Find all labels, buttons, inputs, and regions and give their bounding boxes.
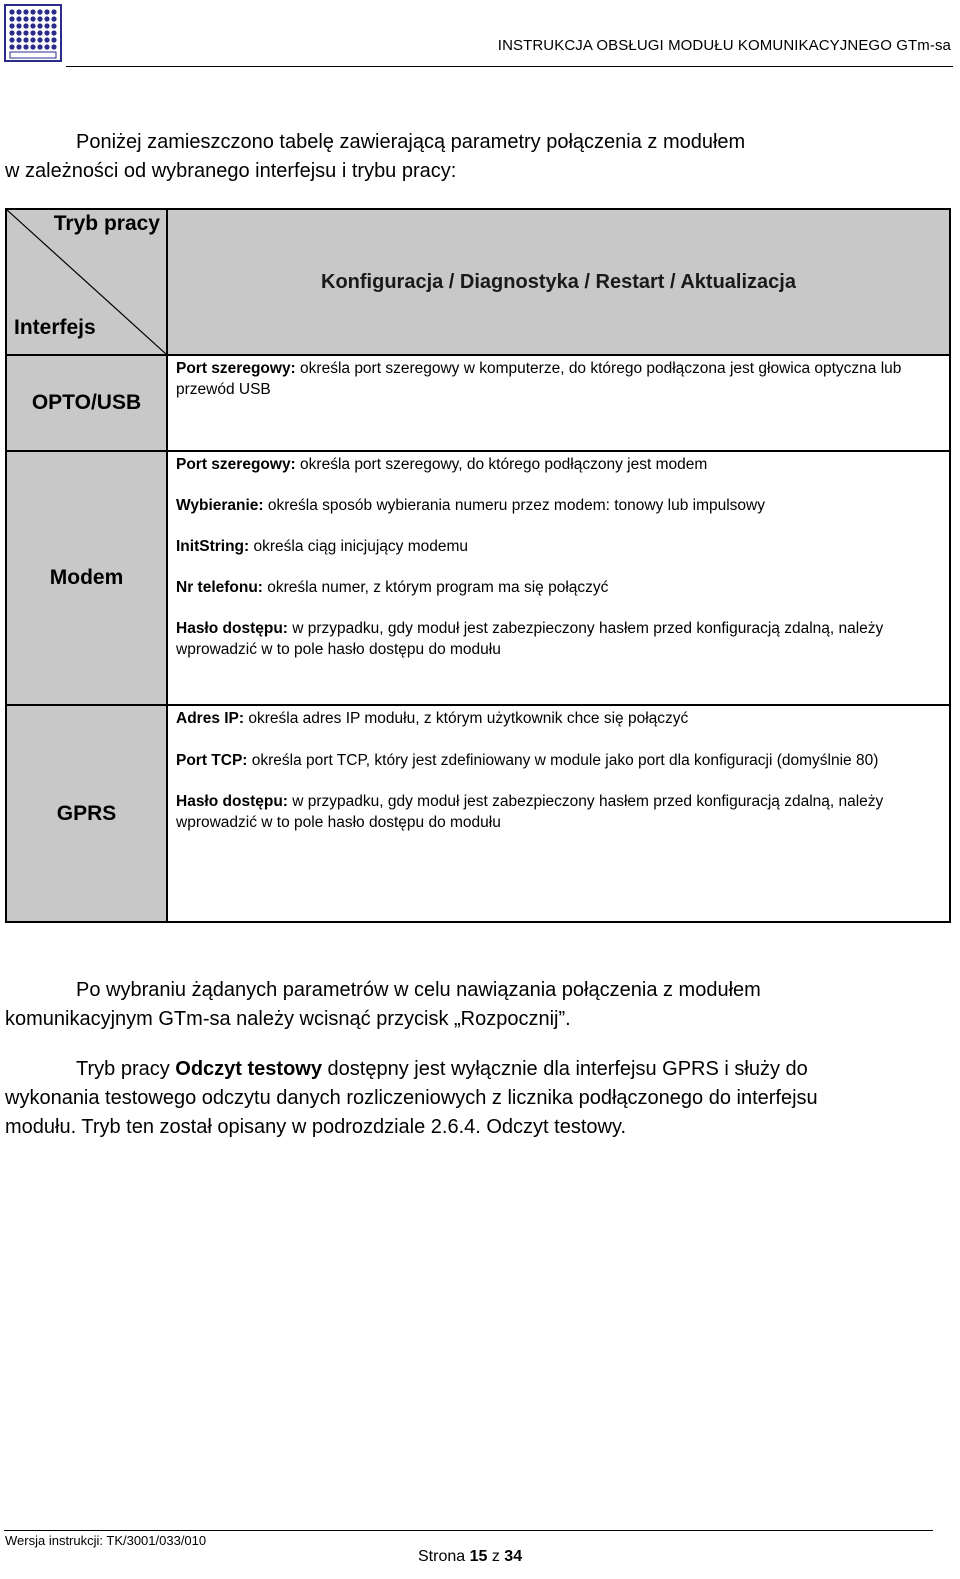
- param-text: w przypadku, gdy moduł jest zabezpieczony hasłem przed konfiguracją zdalną, należy wprowadzić w to pole hasło dostępu do modułu: [176, 620, 884, 658]
- mode-header-cell: [167, 209, 950, 355]
- param-label: Wybieranie:: [176, 497, 264, 514]
- logo-dot: [23, 23, 28, 28]
- param-label: Adres IP:: [176, 710, 245, 727]
- intro-line-2: w zależności od wybranego interfejsu i trybu pracy:: [5, 160, 457, 182]
- param-item: [176, 577, 939, 598]
- logo-dot: [51, 37, 56, 42]
- logo-dot: [23, 37, 28, 42]
- logo-dot: [30, 16, 35, 21]
- logo-dot: [30, 30, 35, 35]
- test-read-pre: Tryb pracy: [76, 1058, 176, 1080]
- param-text: określa numer, z którym program ma się połączyć: [262, 579, 609, 596]
- instruction-line-2: komunikacyjnym GTm-sa należy wcisnąć przycisk „Rozpocznij”.: [5, 1008, 571, 1030]
- logo-dot: [44, 9, 49, 14]
- description-cell-gprs: [167, 705, 950, 922]
- logo-dot: [16, 30, 21, 35]
- logo-dot: [37, 37, 42, 42]
- header-divider: [66, 66, 953, 67]
- param-text: określa sposób wybierania numeru przez modem: tonowy lub impulsowy: [263, 497, 765, 514]
- test-read-paragraph: [5, 1055, 950, 1142]
- logo-dot: [44, 23, 49, 28]
- page-of-word: z: [491, 1548, 500, 1565]
- logo-dot: [44, 30, 49, 35]
- table-row-opto-usb: [6, 355, 950, 451]
- param-label: Hasło dostępu:: [176, 793, 288, 810]
- logo-dot: [9, 30, 14, 35]
- test-read-line-3: modułu. Tryb ten został opisany w podrozdziale 2.6.4. Odczyt testowy.: [5, 1116, 627, 1138]
- interface-cell-modem: Modem: [6, 451, 167, 705]
- logo-dot: [9, 44, 14, 49]
- param-text: w przypadku, gdy moduł jest zabezpieczony hasłem przed konfiguracją zdalną, należy wprowadzić w to pole hasło dostępu do modułu: [176, 793, 884, 831]
- table-header-row: [6, 209, 950, 355]
- param-item: [176, 495, 939, 516]
- logo-dot: [9, 9, 14, 14]
- param-text: określa port TCP, który jest zdefiniowany w module jako port dla konfiguracji (domyślnie 80): [247, 752, 879, 769]
- footer-page-number: [418, 1548, 522, 1566]
- instruction-line-1: Po wybraniu żądanych parametrów w celu nawiązania połączenia z modułem: [76, 979, 761, 1001]
- mode-header-label: Konfiguracja / Diagnostyka / Restart / Aktualizacja: [321, 270, 796, 293]
- test-read-mode-name: Odczyt testowy: [175, 1058, 322, 1080]
- logo-dot: [51, 44, 56, 49]
- param-item: [176, 536, 939, 557]
- param-text: określa port szeregowy, do którego podłączony jest modem: [295, 456, 708, 473]
- logo-dot: [30, 44, 35, 49]
- logo-dot: [23, 9, 28, 14]
- page-word: Strona: [418, 1548, 466, 1565]
- instruction-paragraph: [5, 976, 950, 1034]
- logo-dot: [9, 16, 14, 21]
- logo-dot: [44, 37, 49, 42]
- logo-dot: [16, 16, 21, 21]
- interface-cell-gprs: GPRS: [6, 705, 167, 922]
- footer-version: Wersja instrukcji: TK/3001/033/010: [5, 1533, 207, 1548]
- param-label: Port szeregowy:: [176, 456, 296, 473]
- param-label: Hasło dostępu:: [176, 620, 288, 637]
- param-item: [176, 454, 939, 475]
- param-label: Nr telefonu:: [176, 579, 263, 596]
- logo-dot: [16, 23, 21, 28]
- logo-dot: [37, 23, 42, 28]
- corner-header-cell: [6, 209, 167, 355]
- logo-dot: [37, 44, 42, 49]
- logo-dot: [16, 44, 21, 49]
- logo-dot: [16, 9, 21, 14]
- param-label: Port TCP:: [176, 752, 248, 769]
- param-item: [176, 708, 939, 729]
- logo-dot: [23, 16, 28, 21]
- intro-line-1: Poniżej zamieszczono tabelę zawierającą parametry połączenia z modułem: [76, 131, 746, 153]
- description-cell-modem: [167, 451, 950, 705]
- logo-dot: [23, 30, 28, 35]
- logo-dot: [44, 44, 49, 49]
- logo-dot: [51, 9, 56, 14]
- logo-dot: [44, 16, 49, 21]
- test-read-line-2: wykonania testowego odczytu danych rozliczeniowych z licznika podłączonego do interfejsu: [5, 1087, 818, 1109]
- logo-dot: [9, 23, 14, 28]
- test-read-line-1: [5, 1055, 950, 1084]
- page-current: 15: [469, 1548, 488, 1565]
- test-read-post: dostępny jest wyłącznie dla interfejsu GPRS i służy do: [321, 1058, 808, 1080]
- logo-dot: [30, 37, 35, 42]
- logo-dot: [30, 9, 35, 14]
- company-logo: [4, 4, 62, 62]
- interface-cell-opto-usb: OPTO/USB: [6, 355, 167, 451]
- table-row-gprs: [6, 705, 950, 922]
- page-total: 34: [504, 1548, 523, 1565]
- intro-paragraph: [5, 128, 950, 186]
- logo-dot: [37, 9, 42, 14]
- logo-dot: [30, 23, 35, 28]
- param-text: określa adres IP modułu, z którym użytkownik chce się połączyć: [244, 710, 689, 727]
- param-label: Port szeregowy:: [176, 360, 296, 377]
- param-text: określa ciąg inicjujący modemu: [249, 538, 469, 555]
- logo-dot: [37, 30, 42, 35]
- document-header-title: INSTRUKCJA OBSŁUGI MODUŁU KOMUNIKACYJNEGO GTm-sa: [497, 37, 951, 54]
- logo-dot: [51, 30, 56, 35]
- logo-dot: [51, 16, 56, 21]
- logo-dot: [16, 37, 21, 42]
- param-item: [176, 358, 939, 400]
- logo-dot: [51, 23, 56, 28]
- logo-dot: [37, 16, 42, 21]
- param-text: określa port szeregowy w komputerze, do którego podłączona jest głowica optyczna lub przewód USB: [176, 360, 902, 398]
- table-row-modem: [6, 451, 950, 705]
- param-item: [176, 749, 939, 773]
- logo-dot: [9, 37, 14, 42]
- footer-divider: [4, 1530, 933, 1531]
- param-item: [176, 791, 939, 833]
- mode-axis-label: Tryb pracy: [53, 212, 160, 235]
- logo-dot: [23, 44, 28, 49]
- param-label: InitString:: [176, 538, 250, 555]
- connection-parameters-table: [5, 208, 951, 923]
- interface-axis-label: Interfejs: [14, 316, 96, 339]
- param-item: [176, 618, 939, 660]
- description-cell-opto-usb: [167, 355, 950, 451]
